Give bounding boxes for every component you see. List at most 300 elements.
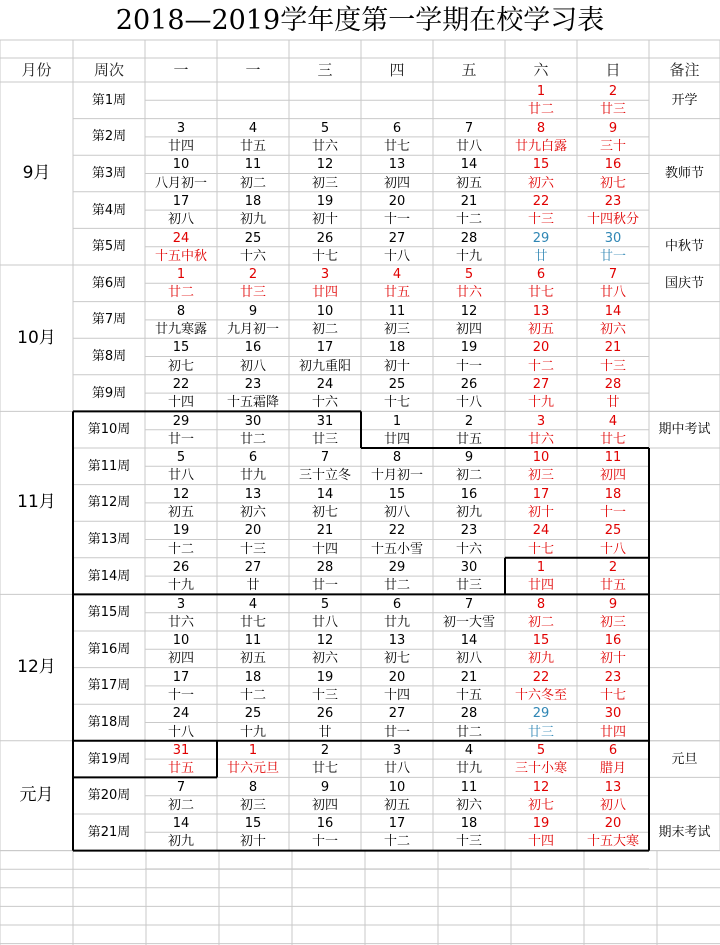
day-number: 18 [460, 816, 478, 832]
day-number: 9 [464, 450, 474, 466]
week-label: 第21周 [87, 824, 131, 840]
lunar-date: 初四 [167, 651, 194, 667]
day-number: 8 [536, 596, 546, 612]
day-number: 10 [388, 779, 406, 795]
day-number: 3 [320, 267, 330, 283]
day-number: 27 [244, 559, 262, 575]
day-number: 14 [604, 303, 622, 319]
header-6: 四 [389, 60, 405, 79]
lunar-date: 廿七 [599, 431, 626, 447]
day-number: 1 [536, 84, 546, 100]
lunar-date: 十三 [239, 541, 266, 557]
lunar-date: 廿四 [167, 139, 194, 155]
day-number: 20 [388, 193, 406, 209]
day-number: 25 [244, 706, 262, 722]
lunar-date: 廿八 [167, 468, 194, 484]
day-number: 5 [176, 450, 186, 466]
day-number: 4 [392, 267, 402, 283]
day-number: 25 [604, 523, 622, 539]
day-number: 19 [316, 669, 334, 685]
note-cell: 国庆节 [664, 275, 704, 291]
day-number: 2 [608, 84, 618, 100]
day-number: 26 [460, 376, 478, 392]
lunar-date: 三十立冬 [298, 468, 351, 484]
day-number: 5 [464, 267, 474, 283]
note-cell: 期中考试 [658, 422, 711, 438]
day-number: 16 [460, 486, 478, 502]
lunar-date: 廿二 [239, 431, 266, 447]
day-number: 16 [604, 633, 622, 649]
lunar-date: 初五 [455, 175, 482, 191]
day-number: 15 [388, 486, 406, 502]
day-number: 24 [172, 230, 190, 246]
lunar-date: 廿九 [455, 761, 482, 777]
day-number: 10 [316, 303, 334, 319]
day-number: 12 [316, 633, 334, 649]
day-number: 23 [604, 193, 622, 209]
month-label: 12月 [17, 657, 56, 678]
lunar-date: 初五 [383, 797, 410, 813]
lunar-date: 初六 [455, 797, 482, 813]
day-number: 12 [316, 157, 334, 173]
day-number: 9 [248, 303, 258, 319]
day-number: 11 [244, 157, 262, 173]
week-label: 第3周 [91, 165, 127, 181]
day-number: 2 [608, 559, 618, 575]
week-label: 第9周 [91, 385, 127, 401]
lunar-date: 廿三 [527, 724, 554, 740]
lunar-date [217, 101, 289, 118]
lunar-date: 初九 [239, 212, 266, 228]
lunar-date: 十四 [383, 688, 410, 704]
note-cell: 期末考试 [658, 824, 711, 840]
lunar-date: 廿五 [167, 761, 194, 777]
lunar-date: 廿七 [239, 614, 266, 630]
lunar-date: 十八 [599, 541, 626, 557]
day-number: 4 [248, 120, 258, 136]
lunar-date: 廿六 [167, 614, 194, 630]
lunar-date: 十八 [455, 395, 482, 411]
day-number: 1 [248, 742, 258, 758]
lunar-date: 初六 [527, 175, 554, 191]
day-number: 29 [532, 706, 550, 722]
day-number: 25 [244, 230, 262, 246]
day-number: 4 [248, 596, 258, 612]
lunar-date: 十一 [383, 212, 410, 228]
lunar-date [289, 101, 361, 118]
day-number: 3 [176, 596, 186, 612]
day-number: 18 [388, 340, 406, 356]
lunar-date: 初九 [527, 651, 554, 667]
week-label: 第5周 [91, 239, 127, 255]
day-number: 29 [388, 559, 406, 575]
week-label: 第13周 [87, 531, 131, 547]
day-number: 12 [532, 779, 550, 795]
lunar-date: 十六 [239, 248, 266, 264]
note-cell: 教师节 [664, 165, 704, 181]
lunar-date: 十七 [599, 688, 626, 704]
week-label: 第10周 [87, 422, 131, 438]
day-number: 30 [244, 413, 262, 429]
day-number: 28 [316, 559, 334, 575]
day-number: 5 [320, 596, 330, 612]
lunar-date: 初二 [239, 175, 266, 191]
day-number: 7 [176, 779, 186, 795]
day-number: 20 [388, 669, 406, 685]
day-number: 18 [604, 486, 622, 502]
lunar-date: 廿二 [167, 285, 194, 301]
day-number: 15 [532, 157, 550, 173]
day-number: 8 [392, 450, 402, 466]
week-label: 第19周 [87, 751, 131, 767]
week-label: 第16周 [87, 641, 131, 657]
lunar-date: 廿 [318, 724, 332, 740]
day-number: 19 [460, 340, 478, 356]
lunar-date: 初十 [311, 212, 338, 228]
day-number: 6 [536, 267, 546, 283]
day-number: 9 [320, 779, 330, 795]
day-number: 3 [536, 413, 546, 429]
lunar-date [145, 101, 217, 118]
lunar-date: 十三 [527, 212, 554, 228]
day-number: 15 [172, 340, 190, 356]
lunar-date: 廿八 [383, 761, 410, 777]
day-number: 14 [460, 633, 478, 649]
lunar-date: 廿 [246, 578, 260, 594]
month-label: 11月 [17, 492, 56, 513]
header-9: 日 [605, 60, 621, 79]
page-title: 2018—2019学年度第一学期在校学习表 [115, 4, 605, 36]
lunar-date: 十七 [311, 248, 338, 264]
day-number: 19 [172, 523, 190, 539]
lunar-date: 初二 [167, 797, 194, 813]
day-number: 3 [392, 742, 402, 758]
lunar-date: 三十 [599, 139, 626, 155]
week-label: 第17周 [87, 678, 131, 694]
lunar-date: 初三 [599, 614, 626, 630]
day-number: 11 [460, 779, 478, 795]
day-number: 13 [244, 486, 262, 502]
lunar-date: 初七 [167, 358, 194, 374]
day-number [145, 83, 217, 100]
lunar-date: 廿六 [311, 139, 338, 155]
week-label: 第12周 [87, 495, 131, 511]
day-number: 18 [244, 669, 262, 685]
day-number: 25 [388, 376, 406, 392]
week-label: 第6周 [91, 275, 127, 291]
week-label: 第4周 [91, 202, 127, 218]
lunar-date: 廿四 [311, 285, 338, 301]
day-number: 7 [464, 596, 474, 612]
day-number: 22 [388, 523, 406, 539]
lunar-date: 廿三 [239, 285, 266, 301]
lunar-date: 廿九寒露 [154, 322, 207, 338]
day-number: 24 [172, 706, 190, 722]
lunar-date: 初六 [311, 651, 338, 667]
day-number: 15 [244, 816, 262, 832]
lunar-date: 十五 [455, 688, 482, 704]
lunar-date: 廿九 [239, 468, 266, 484]
lunar-date: 初三 [383, 322, 410, 338]
week-label: 第14周 [87, 568, 131, 584]
day-number: 23 [604, 669, 622, 685]
day-number: 6 [248, 450, 258, 466]
week-label: 第18周 [87, 714, 131, 730]
lunar-date: 三十小寒 [514, 761, 567, 777]
day-number [289, 83, 361, 100]
day-number: 29 [172, 413, 190, 429]
day-number: 14 [460, 157, 478, 173]
lunar-date: 初八 [599, 797, 626, 813]
day-number: 7 [320, 450, 330, 466]
week-label: 第2周 [91, 129, 127, 145]
lunar-date: 十七 [527, 541, 554, 557]
lunar-date: 廿七 [383, 139, 410, 155]
day-number: 7 [608, 267, 618, 283]
day-number: 26 [316, 706, 334, 722]
lunar-date: 十六 [311, 395, 338, 411]
lunar-date: 廿三 [311, 431, 338, 447]
day-number: 26 [172, 559, 190, 575]
lunar-date: 廿一 [599, 248, 626, 264]
day-number: 20 [532, 340, 550, 356]
day-number: 21 [460, 669, 478, 685]
lunar-date: 廿六 [527, 431, 554, 447]
header-1: 月份 [21, 60, 52, 79]
day-number: 16 [604, 157, 622, 173]
lunar-date: 初八 [239, 358, 266, 374]
day-number: 27 [532, 376, 550, 392]
lunar-date: 初九重阳 [298, 358, 351, 374]
day-number: 3 [176, 120, 186, 136]
day-number: 10 [172, 157, 190, 173]
day-number [361, 83, 433, 100]
day-number: 30 [604, 230, 622, 246]
header-2: 周次 [93, 60, 124, 79]
day-number: 8 [248, 779, 258, 795]
lunar-date: 初八 [383, 505, 410, 521]
lunar-date: 十一 [599, 505, 626, 521]
day-number: 2 [464, 413, 474, 429]
lunar-date: 廿八 [599, 285, 626, 301]
day-number: 2 [248, 267, 258, 283]
week-label: 第15周 [87, 605, 131, 621]
header-5: 三 [317, 60, 333, 79]
lunar-date: 十七 [383, 395, 410, 411]
day-number: 13 [604, 779, 622, 795]
day-number: 17 [172, 193, 190, 209]
lunar-date: 廿五 [383, 285, 410, 301]
lunar-date: 廿六 [455, 285, 482, 301]
day-number: 22 [172, 376, 190, 392]
lunar-date: 初五 [239, 651, 266, 667]
day-number: 12 [172, 486, 190, 502]
lunar-date: 十二 [455, 212, 482, 228]
lunar-date: 十五小雪 [370, 541, 423, 557]
lunar-date: 廿一 [167, 431, 194, 447]
day-number: 30 [460, 559, 478, 575]
day-number: 7 [464, 120, 474, 136]
lunar-date: 初六 [599, 322, 626, 338]
lunar-date: 初七 [527, 797, 554, 813]
day-number: 6 [608, 742, 618, 758]
lunar-date: 初六 [239, 505, 266, 521]
lunar-date: 初一大雪 [442, 614, 495, 630]
day-number: 21 [604, 340, 622, 356]
lunar-date: 廿八 [455, 139, 482, 155]
lunar-date [361, 101, 433, 118]
lunar-date: 廿三 [455, 578, 482, 594]
month-label: 9月 [22, 163, 51, 183]
lunar-date: 初四 [311, 797, 338, 813]
header-7: 五 [461, 60, 477, 79]
lunar-date: 廿七 [311, 761, 338, 777]
day-number: 6 [392, 120, 402, 136]
day-number: 10 [172, 633, 190, 649]
lunar-date: 廿二 [455, 724, 482, 740]
day-number: 11 [388, 303, 406, 319]
lunar-date: 廿四 [599, 724, 626, 740]
week-label: 第20周 [87, 788, 131, 804]
lunar-date: 十六冬至 [514, 688, 567, 704]
lunar-date: 十九 [527, 395, 554, 411]
lunar-date: 十四秋分 [586, 212, 639, 228]
lunar-date: 廿五 [455, 431, 482, 447]
lunar-date: 初九 [167, 834, 194, 850]
lunar-date: 初四 [383, 175, 410, 191]
lunar-date: 廿九 [383, 614, 410, 630]
day-number: 17 [388, 816, 406, 832]
lunar-date: 初八 [167, 212, 194, 228]
lunar-date: 廿六元旦 [226, 761, 279, 777]
lunar-date: 十三 [311, 688, 338, 704]
day-number [217, 83, 289, 100]
lunar-date: 十五大寒 [586, 834, 639, 850]
lunar-date: 廿五 [239, 139, 266, 155]
day-number: 18 [244, 193, 262, 209]
day-number: 10 [532, 450, 550, 466]
lunar-date: 十二 [383, 834, 410, 850]
lunar-date: 十八 [167, 724, 194, 740]
lunar-date: 初七 [383, 651, 410, 667]
lunar-date: 初四 [455, 322, 482, 338]
day-number: 2 [320, 742, 330, 758]
day-number: 17 [532, 486, 550, 502]
note-cell: 元旦 [671, 751, 698, 767]
lunar-date: 初五 [527, 322, 554, 338]
lunar-date: 初七 [311, 505, 338, 521]
day-number: 23 [460, 523, 478, 539]
lunar-date: 廿 [606, 395, 620, 411]
lunar-date: 廿二 [383, 578, 410, 594]
day-number: 26 [316, 230, 334, 246]
lunar-date: 十九 [455, 248, 482, 264]
day-number: 6 [392, 596, 402, 612]
day-number: 16 [316, 816, 334, 832]
lunar-date: 十四 [527, 834, 554, 850]
day-number: 13 [532, 303, 550, 319]
day-number: 28 [460, 230, 478, 246]
lunar-date: 初七 [599, 175, 626, 191]
day-number: 11 [244, 633, 262, 649]
week-label: 第11周 [87, 458, 131, 474]
lunar-date: 十五中秋 [154, 248, 207, 264]
lunar-date: 廿一 [383, 724, 410, 740]
day-number: 12 [460, 303, 478, 319]
lunar-date: 腊月 [599, 761, 626, 777]
lunar-date: 初五 [167, 505, 194, 521]
lunar-date: 十六 [455, 541, 482, 557]
lunar-date: 廿四 [527, 578, 554, 594]
note-cell: 开学 [671, 92, 698, 108]
lunar-date: 十四 [167, 395, 194, 411]
week-label: 第1周 [91, 92, 127, 108]
lunar-date: 初三 [527, 468, 554, 484]
day-number: 24 [316, 376, 334, 392]
day-number: 4 [464, 742, 474, 758]
day-number: 29 [532, 230, 550, 246]
lunar-date [433, 101, 505, 118]
week-label: 第8周 [91, 348, 127, 364]
lunar-date: 初十 [599, 651, 626, 667]
lunar-date: 廿一 [311, 578, 338, 594]
lunar-date: 十一 [167, 688, 194, 704]
lunar-date: 初四 [599, 468, 626, 484]
header-10: 备注 [669, 60, 700, 79]
note-cell: 中秋节 [664, 239, 704, 255]
lunar-date: 初三 [311, 175, 338, 191]
day-number: 21 [316, 523, 334, 539]
lunar-date: 九月初一 [226, 322, 279, 338]
day-number: 19 [532, 816, 550, 832]
header-8: 六 [533, 60, 549, 79]
day-number: 22 [532, 669, 550, 685]
lunar-date: 十二 [167, 541, 194, 557]
day-number: 1 [176, 267, 186, 283]
day-number: 19 [316, 193, 334, 209]
lunar-date: 初二 [527, 614, 554, 630]
day-number: 16 [244, 340, 262, 356]
day-number: 4 [608, 413, 618, 429]
lunar-date: 廿三 [599, 102, 626, 118]
lunar-date: 十一 [455, 358, 482, 374]
lunar-date: 十月初一 [370, 468, 423, 484]
day-number: 8 [176, 303, 186, 319]
lunar-date: 十一 [311, 834, 338, 850]
day-number: 1 [392, 413, 402, 429]
day-number: 5 [536, 742, 546, 758]
lunar-date: 十四 [311, 541, 338, 557]
day-number: 13 [388, 633, 406, 649]
day-number: 24 [532, 523, 550, 539]
day-number: 5 [320, 120, 330, 136]
lunar-date: 初十 [383, 358, 410, 374]
day-number: 20 [604, 816, 622, 832]
day-number: 27 [388, 706, 406, 722]
day-number: 20 [244, 523, 262, 539]
lunar-date: 十二 [239, 688, 266, 704]
lunar-date: 初十 [239, 834, 266, 850]
lunar-date: 十八 [383, 248, 410, 264]
day-number: 27 [388, 230, 406, 246]
day-number: 13 [388, 157, 406, 173]
day-number: 9 [608, 596, 618, 612]
lunar-date: 廿七 [527, 285, 554, 301]
lunar-date: 初二 [311, 322, 338, 338]
day-number: 21 [460, 193, 478, 209]
lunar-date: 十三 [599, 358, 626, 374]
day-number: 28 [460, 706, 478, 722]
